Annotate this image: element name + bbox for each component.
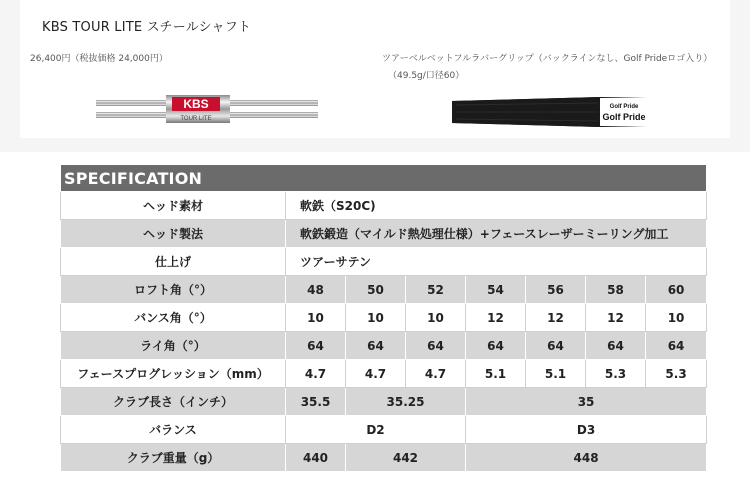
club-weight-cell: 442 bbox=[346, 444, 466, 472]
head-material-label: ヘッド素材 bbox=[61, 192, 286, 220]
club-length-cell: 35.5 bbox=[286, 388, 346, 416]
face-progression-cell: 5.1 bbox=[466, 360, 526, 388]
lie-label: ライ角（°） bbox=[61, 332, 286, 360]
club-length-label: クラブ長さ（インチ） bbox=[61, 388, 286, 416]
head-material-value: 軟鉄（S20C) bbox=[286, 192, 707, 220]
kbs-logo-text: KBS bbox=[183, 97, 209, 111]
table-row bbox=[61, 332, 707, 360]
club-weight-label: クラブ重量（g） bbox=[61, 444, 286, 472]
spec-heading: SPECIFICATION bbox=[61, 165, 707, 192]
face-progression-cell: 4.7 bbox=[346, 360, 406, 388]
balance-label: バランス bbox=[61, 416, 286, 444]
specification-table bbox=[60, 164, 707, 472]
head-process-value: 軟鉄鍛造（マイルド熱処理仕様）+フェースレーザーミーリング加工 bbox=[286, 220, 707, 248]
lie-cell: 64 bbox=[406, 332, 466, 360]
table-row bbox=[61, 276, 707, 304]
face-progression-cell: 5.1 bbox=[526, 360, 586, 388]
table-row bbox=[61, 388, 707, 416]
loft-label: ロフト角（°） bbox=[61, 276, 286, 304]
lie-cell: 64 bbox=[286, 332, 346, 360]
loft-cell: 50 bbox=[346, 276, 406, 304]
table-row bbox=[61, 220, 707, 248]
grip-logo-small: Golf Pride bbox=[609, 104, 639, 110]
loft-cell: 52 bbox=[406, 276, 466, 304]
finish-label: 仕上げ bbox=[61, 248, 286, 276]
shaft-title: KBS TOUR LITE スチールシャフト bbox=[42, 20, 252, 35]
finish-value: ツアーサテン bbox=[286, 248, 707, 276]
bounce-cell: 12 bbox=[586, 304, 646, 332]
bounce-cell: 12 bbox=[526, 304, 586, 332]
product-options-card bbox=[20, 0, 730, 138]
loft-cell: 48 bbox=[286, 276, 346, 304]
kbs-sub-text: TOUR LITE bbox=[180, 116, 212, 122]
table-row bbox=[61, 304, 707, 332]
balance-cell: D3 bbox=[466, 416, 707, 444]
lie-cell: 64 bbox=[526, 332, 586, 360]
table-row bbox=[61, 360, 707, 388]
product-options-band bbox=[0, 0, 750, 152]
shaft-image bbox=[96, 92, 318, 126]
face-progression-cell: 5.3 bbox=[586, 360, 646, 388]
bounce-cell: 10 bbox=[286, 304, 346, 332]
face-progression-label: フェースプログレッション（mm） bbox=[61, 360, 286, 388]
table-row bbox=[61, 444, 707, 472]
table-row bbox=[61, 248, 707, 276]
grip-image bbox=[450, 97, 650, 127]
loft-cell: 58 bbox=[586, 276, 646, 304]
bounce-cell: 10 bbox=[406, 304, 466, 332]
table-heading-row bbox=[61, 165, 707, 192]
face-progression-cell: 4.7 bbox=[406, 360, 466, 388]
head-process-label: ヘッド製法 bbox=[61, 220, 286, 248]
club-length-cell: 35 bbox=[466, 388, 707, 416]
club-length-cell: 35.25 bbox=[346, 388, 466, 416]
loft-cell: 54 bbox=[466, 276, 526, 304]
bounce-label: バンス角（°） bbox=[61, 304, 286, 332]
table-row bbox=[61, 416, 707, 444]
table-row bbox=[61, 192, 707, 220]
club-weight-cell: 448 bbox=[466, 444, 707, 472]
bounce-cell: 12 bbox=[466, 304, 526, 332]
grip-logo-large: Golf Pride bbox=[602, 112, 646, 122]
bounce-cell: 10 bbox=[646, 304, 707, 332]
lie-cell: 64 bbox=[586, 332, 646, 360]
face-progression-cell: 5.3 bbox=[646, 360, 707, 388]
grip-weight: （49.5g/口径60） bbox=[388, 71, 465, 81]
bounce-cell: 10 bbox=[346, 304, 406, 332]
club-weight-cell: 440 bbox=[286, 444, 346, 472]
lie-cell: 64 bbox=[646, 332, 707, 360]
grip-description: ツアーベルベットフルラバーグリップ（バックラインなし、Golf Prideロゴ入り） bbox=[382, 54, 713, 64]
balance-cell: D2 bbox=[286, 416, 466, 444]
lie-cell: 64 bbox=[346, 332, 406, 360]
lie-cell: 64 bbox=[466, 332, 526, 360]
shaft-price: 26,400円（税抜価格 24,000円） bbox=[30, 54, 168, 64]
loft-cell: 56 bbox=[526, 276, 586, 304]
face-progression-cell: 4.7 bbox=[286, 360, 346, 388]
loft-cell: 60 bbox=[646, 276, 707, 304]
